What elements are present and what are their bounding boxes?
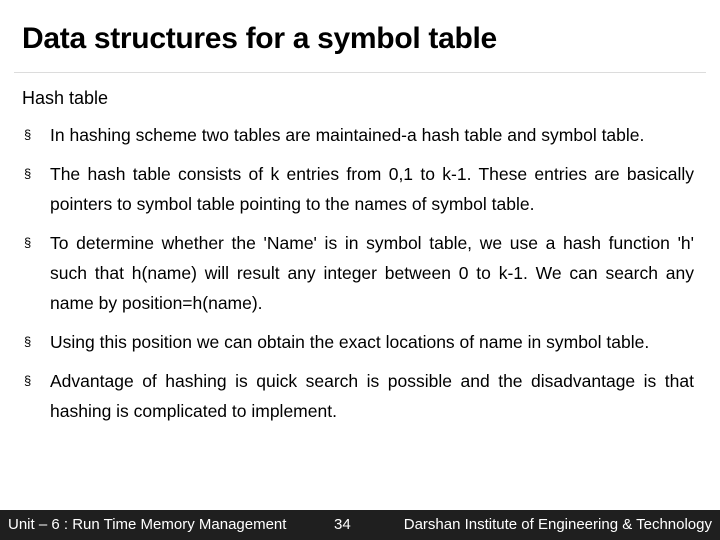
bullet-item <box>22 366 694 426</box>
bullet-marker-icon: § <box>24 166 32 181</box>
bullet-item <box>22 228 694 318</box>
bullet-text: The hash table consists of k entries from 0,1 to k-1. These entries are basically pointers to symbol table pointing to the names of symbol table. <box>50 164 694 214</box>
footer-unit-label: Unit – 6 : Run Time Memory Management <box>8 516 287 533</box>
bullet-text: Using this position we can obtain the exact locations of name in symbol table. <box>50 332 650 352</box>
footer-bar <box>0 510 720 540</box>
bullet-marker-icon: § <box>24 373 32 388</box>
bullet-marker-icon: § <box>24 235 32 250</box>
bullet-item <box>22 327 694 357</box>
section-subheading: Hash table <box>22 88 109 108</box>
slide-title: Data structures for a symbol table <box>22 22 497 55</box>
footer-institute-name: Darshan Institute of Engineering & Technology <box>403 516 712 533</box>
bullet-marker-icon: § <box>24 334 32 349</box>
bullet-item <box>22 120 694 150</box>
bullet-marker-icon: § <box>24 127 32 142</box>
bullet-text: In hashing scheme two tables are maintained-a hash table and symbol table. <box>50 125 645 145</box>
footer-page-number: 34 <box>334 516 351 533</box>
bullet-item <box>22 159 694 219</box>
bullet-text: Advantage of hashing is quick search is possible and the disadvantage is that hashing is complicated to implement. <box>50 371 694 421</box>
title-divider <box>14 72 706 73</box>
bullet-text: To determine whether the 'Name' is in symbol table, we use a hash function 'h' such that h(name) will result any integer between 0 to k-1. We can search any name by position=h(name). <box>50 233 694 313</box>
bullet-list <box>22 120 694 435</box>
